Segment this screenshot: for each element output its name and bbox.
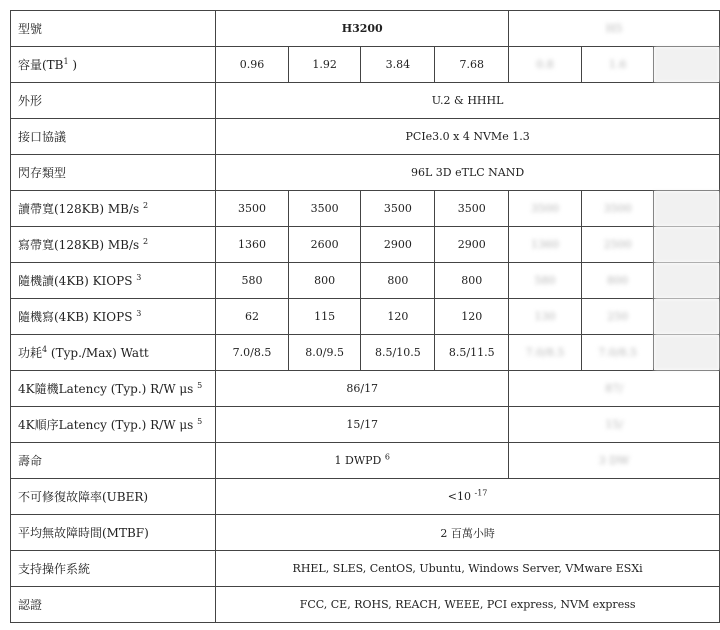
rand-write-blurred: 250 [581, 299, 654, 335]
write-bw-blurred: 1360 [509, 227, 582, 263]
blurred-cell [654, 47, 720, 83]
rand-read-value: 800 [361, 263, 435, 299]
row-interface [11, 119, 720, 155]
uber-value: <10 $^{-17}$ [216, 479, 720, 515]
spec-table [10, 10, 720, 623]
rand-read-blurred: 800 [581, 263, 654, 299]
label-rand-write: 隨機寫(4KB) KIOPS $^3$ [11, 299, 216, 335]
label-model: 型號 [11, 11, 216, 47]
blurred-cell [654, 299, 720, 335]
row-rand-write [11, 299, 720, 335]
label-capacity: 容量($TB^1$ ) [11, 47, 216, 83]
read-bw-value: 3500 [435, 191, 509, 227]
row-read-bw [11, 191, 720, 227]
mtbf-value: 2 百萬小時 [216, 515, 720, 551]
read-bw-value: 3500 [288, 191, 361, 227]
power-value: 7.0/8.5 [216, 335, 289, 371]
model-blurred: H5 [509, 11, 720, 47]
rand-write-blurred: 130 [509, 299, 582, 335]
latency-random-blurred: 87/ [509, 371, 720, 407]
rand-read-value: 580 [216, 263, 289, 299]
read-bw-value: 3500 [216, 191, 289, 227]
write-bw-value: 2900 [361, 227, 435, 263]
power-blurred: 7.0/8.5 [509, 335, 582, 371]
read-bw-blurred: 3500 [509, 191, 582, 227]
capacity-value: 0.96 [216, 47, 289, 83]
row-flash [11, 155, 720, 191]
label-read-bw: 讀帶寬(128KB) MB/s $^2$ [11, 191, 216, 227]
rand-write-value: 62 [216, 299, 289, 335]
label-power: 功耗$^4$ (Typ./Max) Watt [11, 335, 216, 371]
form-value: U.2 & HHHL [216, 83, 720, 119]
label-mtbf: 平均無故障時間(MTBF) [11, 515, 216, 551]
label-os: 支持操作系統 [11, 551, 216, 587]
latency-random-value: 86/17 [216, 371, 509, 407]
row-write-bw [11, 227, 720, 263]
power-value: 8.5/11.5 [435, 335, 509, 371]
read-bw-blurred: 3500 [581, 191, 654, 227]
write-bw-blurred: 2500 [581, 227, 654, 263]
rand-write-value: 120 [435, 299, 509, 335]
row-latency-seq [11, 407, 720, 443]
row-os [11, 551, 720, 587]
row-mtbf [11, 515, 720, 551]
label-uber: 不可修復故障率(UBER) [11, 479, 216, 515]
label-latency-random: 4K隨機Latency (Typ.) R/W μs $^5$ [11, 371, 216, 407]
label-life: 壽命 [11, 443, 216, 479]
rand-read-blurred: 580 [509, 263, 582, 299]
read-bw-value: 3500 [361, 191, 435, 227]
capacity-blurred: 1.6 [581, 47, 654, 83]
row-form [11, 83, 720, 119]
label-rand-read: 隨機讀(4KB) KIOPS $^3$ [11, 263, 216, 299]
capacity-value: 7.68 [435, 47, 509, 83]
model-h3200: H3200 [216, 11, 509, 47]
flash-value: 96L 3D eTLC NAND [216, 155, 720, 191]
blurred-cell [654, 227, 720, 263]
row-life [11, 443, 720, 479]
rand-write-value: 115 [288, 299, 361, 335]
label-write-bw: 寫帶寬(128KB) MB/s $^2$ [11, 227, 216, 263]
cert-value: FCC, CE, ROHS, REACH, WEEE, PCI express, NVM express [216, 587, 720, 623]
rand-read-value: 800 [435, 263, 509, 299]
capacity-value: 3.84 [361, 47, 435, 83]
label-flash: 閃存類型 [11, 155, 216, 191]
row-power [11, 335, 720, 371]
life-blurred: 3 DW [509, 443, 720, 479]
latency-seq-blurred: 15/ [509, 407, 720, 443]
row-model [11, 11, 720, 47]
write-bw-value: 2900 [435, 227, 509, 263]
life-value: 1 DWPD $^6$ [216, 443, 509, 479]
rand-read-value: 800 [288, 263, 361, 299]
row-latency-random [11, 371, 720, 407]
label-latency-seq: 4K順序Latency (Typ.) R/W μs $^5$ [11, 407, 216, 443]
os-value: RHEL, SLES, CentOS, Ubuntu, Windows Server, VMware ESXi [216, 551, 720, 587]
rand-write-value: 120 [361, 299, 435, 335]
blurred-cell [654, 191, 720, 227]
capacity-blurred: 0.8 [509, 47, 582, 83]
label-interface: 接口協議 [11, 119, 216, 155]
spec-table-container [10, 10, 720, 623]
row-uber [11, 479, 720, 515]
interface-value: PCIe3.0 x 4 NVMe 1.3 [216, 119, 720, 155]
label-cert: 認證 [11, 587, 216, 623]
write-bw-value: 1360 [216, 227, 289, 263]
write-bw-value: 2600 [288, 227, 361, 263]
blurred-cell [654, 335, 720, 371]
latency-seq-value: 15/17 [216, 407, 509, 443]
row-rand-read [11, 263, 720, 299]
power-value: 8.0/9.5 [288, 335, 361, 371]
power-blurred: 7.0/8.5 [581, 335, 654, 371]
row-cert [11, 587, 720, 623]
power-value: 8.5/10.5 [361, 335, 435, 371]
blurred-cell [654, 263, 720, 299]
capacity-value: 1.92 [288, 47, 361, 83]
row-capacity [11, 47, 720, 83]
label-form: 外形 [11, 83, 216, 119]
